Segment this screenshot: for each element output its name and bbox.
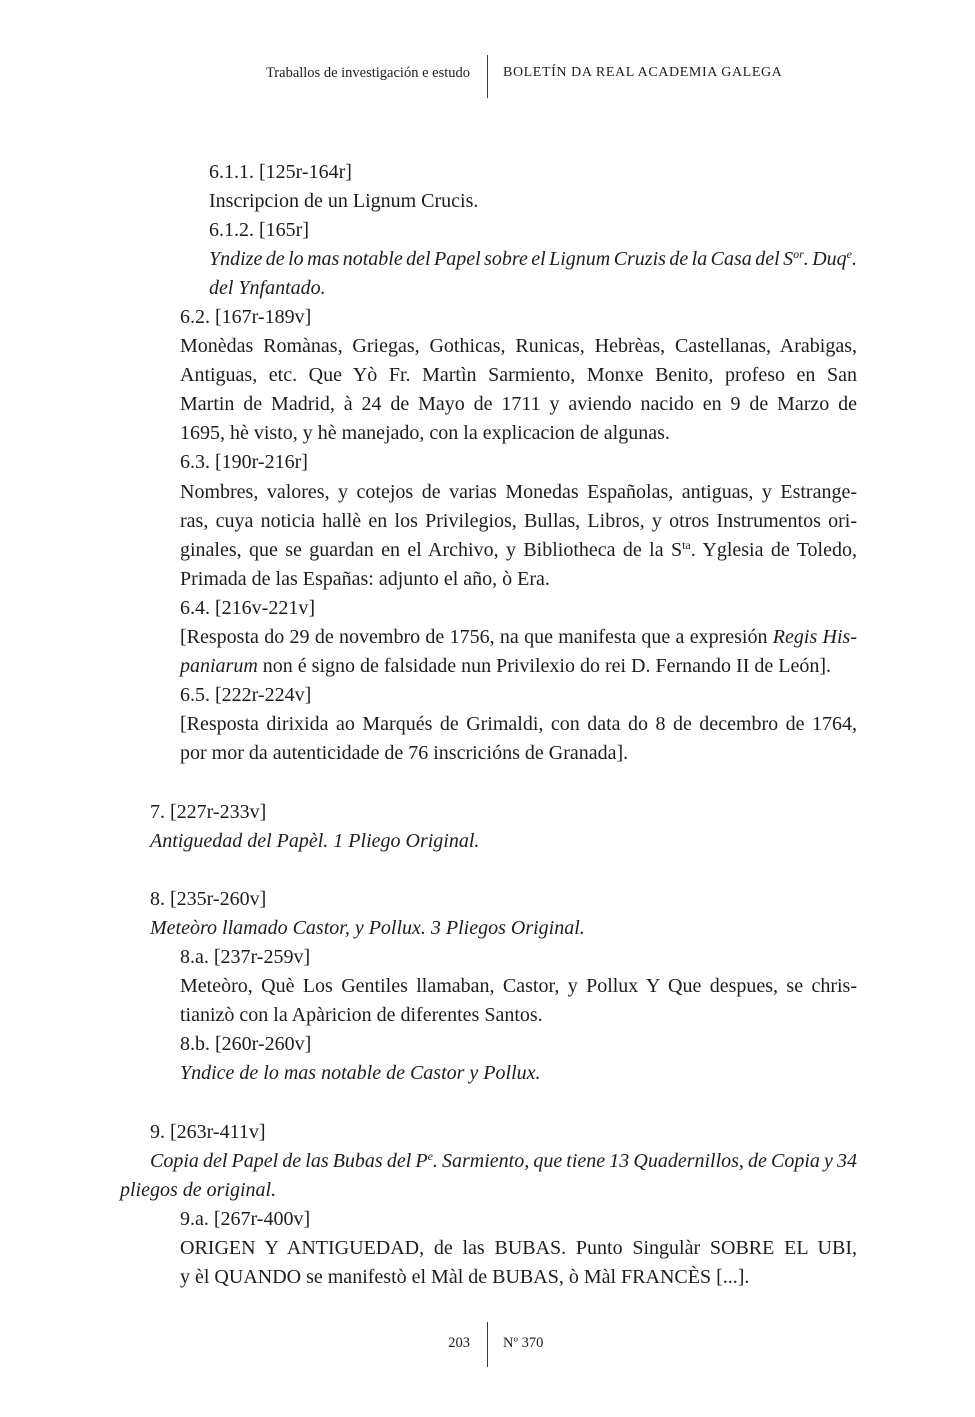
entry-8a-description-line-2: tianizò con la Apàricion de diferentes Santos.: [180, 1004, 543, 1027]
entry-6-4-ref: 6.4. [216v-221v]: [180, 596, 315, 619]
description-text: Copia del Papel de las Bubas del P: [150, 1149, 428, 1172]
entry-9a-description-line-2: y èl QUANDO se manifestò el Màl de BUBAS, ò Màl FRANCÈS [...].: [180, 1266, 750, 1289]
entry-7-description: Antiguedad del Papèl. 1 Pliego Original.: [150, 829, 480, 852]
description-text: non é signo de falsidade nun Privilexio do rei D. Fernando II de León].: [257, 655, 831, 678]
footer-issue-number: Nº 370: [503, 1335, 544, 1351]
entry-9-description-line-1: [150, 1147, 857, 1176]
superscript-abbreviation: e: [846, 246, 852, 261]
entry-6-2-description-line-1: Monèdas Romànas, Griegas, Gothicas, Runicas, Hebrèas, Castellanas, Arabigas,: [180, 335, 857, 358]
entry-6-1-2-description-line-2: del Ynfantado.: [209, 276, 326, 299]
catalogue-entries: [120, 158, 857, 1293]
superscript-abbreviation: e: [427, 1148, 433, 1163]
footer-page-number: 203: [448, 1335, 470, 1351]
entry-8b-description: Yndice de lo mas notable de Castor y Pollux.: [180, 1062, 541, 1085]
description-text: Yndize de lo mas notable del Papel sobre el Lignum Cruzis de la Casa del S: [209, 247, 794, 270]
header-divider: [487, 55, 488, 98]
entry-6-5-ref: 6.5. [222r-224v]: [180, 684, 312, 707]
entry-6-4-description-line-1: [180, 623, 857, 652]
superscript-abbreviation: ta: [682, 537, 691, 552]
description-text: . Yglesia de Toledo,: [690, 538, 857, 561]
entry-8a-ref: 8.a. [237r-259v]: [180, 946, 311, 969]
entry-8-ref: 8. [235r-260v]: [150, 887, 267, 910]
entry-6-3-ref: 6.3. [190r-216r]: [180, 451, 308, 474]
entry-6-1-2-description-line-1: [209, 245, 857, 274]
header-section-title: Traballos de investigación e estudo: [265, 65, 470, 81]
latin-phrase: Regis His-: [772, 626, 857, 648]
entry-9a-ref: 9.a. [267r-400v]: [180, 1207, 311, 1230]
entry-8-description: Meteòro llamado Castor, y Pollux. 3 Pliegos Original.: [150, 916, 585, 939]
entry-8a-description-line-1: Meteòro, Què Los Gentiles llamaban, Castor, y Pollux Y Que despues, se chris-: [180, 975, 857, 998]
entry-6-3-description-line-1: Nombres, valores, y cotejos de varias Monedas Españolas, antiguas, y Estrange-: [180, 480, 857, 503]
entry-6-2-description-line-3: Martin de Madrid, à 24 de Mayo de 1711 y aviendo nacido en 9 de Marzo de: [180, 393, 857, 416]
entry-7-ref: 7. [227r-233v]: [150, 800, 267, 823]
entry-6-5-description-line-2: por mor da autenticidade de 76 inscricións de Granada].: [180, 742, 629, 765]
latin-phrase: paniarum: [180, 655, 258, 678]
entry-6-3-description-line-2: ras, cuya noticia hallè en los Privilegios, Bullas, Libros, y otros Instrumentos ori-: [180, 509, 857, 532]
entry-6-3-description-line-4: Primada de las Españas: adjunto el año, ò Era.: [180, 567, 550, 590]
description-text: . Sarmiento, que tiene 13 Quadernillos, de Copia y 34: [432, 1149, 857, 1172]
description-text: . Duq: [803, 247, 847, 270]
entry-6-2-description-line-2: Antiguas, etc. Que Yò Fr. Martìn Sarmiento, Monxe Benito, profeso en San: [180, 364, 857, 387]
entry-6-1-1-ref: 6.1.1. [125r-164r]: [209, 160, 352, 183]
entry-6-5-description-line-1: [Resposta dirixida ao Marqués de Grimaldi, con data do 8 de decembro de 1764,: [180, 713, 857, 736]
entry-9a-description-line-1: ORIGEN Y ANTIGUEDAD, de las BUBAS. Punto Singulàr SOBRE EL UBI,: [180, 1236, 857, 1259]
footer-divider: [487, 1322, 488, 1367]
entry-6-1-1-description: Inscripcion de un Lignum Crucis.: [209, 189, 479, 212]
superscript-abbreviation: or: [793, 246, 804, 261]
description-text: .: [852, 247, 857, 270]
entry-8b-ref: 8.b. [260r-260v]: [180, 1033, 312, 1056]
entry-6-1-2-ref: 6.1.2. [165r]: [209, 218, 309, 241]
entry-6-3-description-line-3: [180, 536, 857, 565]
entry-6-2-description-line-4: 1695, hè visto, y hè manejado, con la explicacion de algunas.: [180, 422, 670, 445]
description-text: ginales, que se guardan en el Archivo, y Bibliotheca de la S: [180, 538, 683, 561]
description-text: [Resposta do 29 de novembro de 1756, na que manifesta que a expresión: [180, 626, 773, 648]
header-journal-title: BOLETÍN DA REAL ACADEMIA GALEGA: [503, 65, 783, 80]
entry-9-description-line-2: pliegos de original.: [120, 1178, 277, 1201]
entry-6-4-description-line-2: [180, 652, 857, 681]
entry-6-2-ref: 6.2. [167r-189v]: [180, 305, 312, 328]
entry-9-ref: 9. [263r-411v]: [150, 1120, 266, 1143]
